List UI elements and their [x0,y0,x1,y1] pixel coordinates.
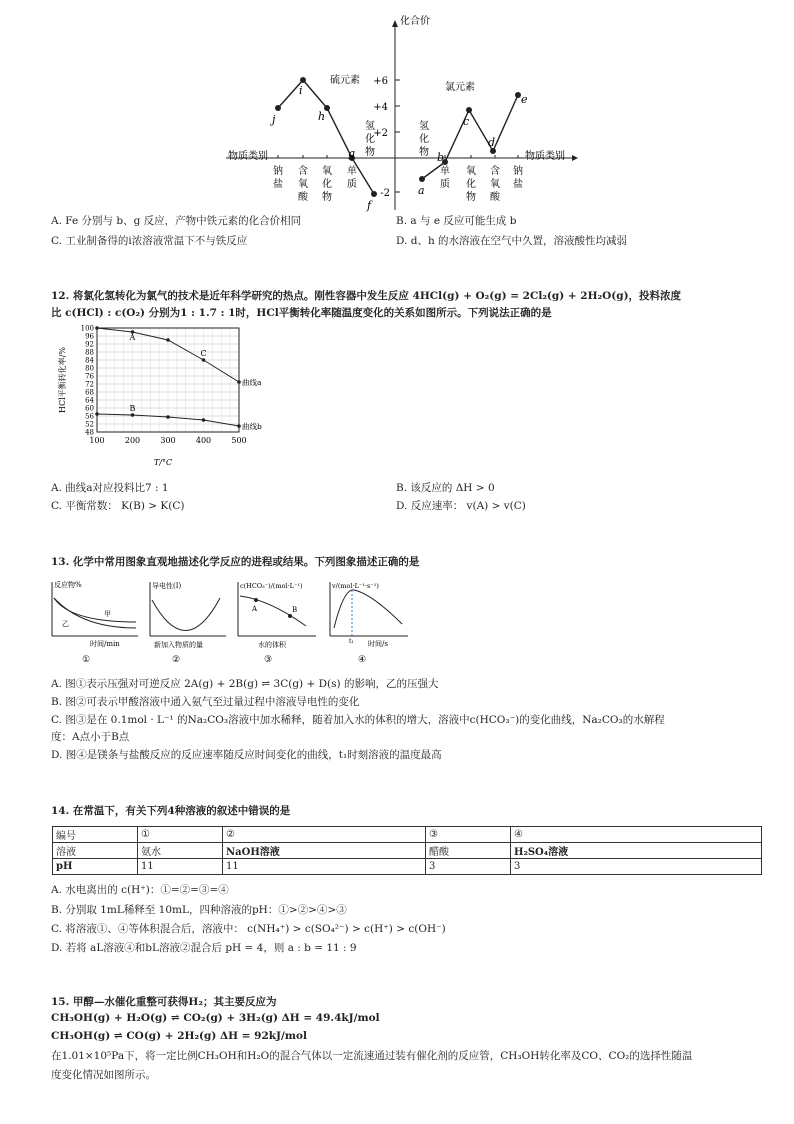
table-row [53,843,762,859]
q13-graph-4 [322,578,412,668]
q12-xtick-label: 200 [124,436,141,445]
q12-y-label: HCl平衡转化率/% [58,347,67,413]
q12-ytick-label: 96 [85,332,94,341]
q13-g2-ylabel: 导电性(I) [152,582,182,590]
q12-data-point [237,424,241,428]
table-cell: 11 [223,859,426,875]
table-cell: ④ [511,827,762,843]
table-cell: ③ [426,827,511,843]
table-cell: 溶液 [53,843,138,859]
q12-data-point [202,358,206,362]
q13-g2-curve [152,598,220,631]
q12-series-label: 曲线a [242,378,262,387]
q12-xtick-label: 300 [160,436,176,445]
q12-xtick-label: 400 [195,436,212,445]
q15-equation-2: CH₃OH(g) ⇌ CO(g) + 2H₂(g) ΔH = 92kJ/mol [51,1030,307,1042]
q13-option-c-line1: C. 图③是在 0.1mol · L⁻¹ 的Na₂CO₃溶液中加水稀释，随着加入水的体积的增大，溶液中c(HCO₃⁻)的变化曲线，Na₂CO₃的水解程 [51,714,665,726]
q12-xtick-label: 500 [231,436,247,445]
svg-text:钠: 钠 [513,166,523,177]
q12-option-c: C. 平衡常数： K(B) > K(C) [51,500,185,512]
q12-series-label: 曲线b [242,422,262,431]
q12-data-point [95,326,99,330]
q12-stem-line2: 比 c(HCl) : c(O₂) 分别为1 : 1.7 : 1时，HCl平衡转化率随温度变化的关系如图所示。下列说法正确的是 [51,307,552,319]
q13-g2-xlabel: 新加入物质的量 [154,641,203,649]
q11-option-d: D. d、h 的水溶液在空气中久置，溶液酸性均减弱 [396,235,628,247]
q13-g1-xlabel: 时间/min [90,640,120,648]
svg-text:化: 化 [322,179,332,190]
q15-text-line2: 度变化情况如图所示。 [51,1069,156,1081]
q15-stem: 15. 甲醇—水催化重整可获得H₂；其主要反应为 [51,996,277,1008]
q11-valence-chart [200,5,600,215]
q14-stem: 14. 在常温下，有关下列4种溶液的叙述中错误的是 [51,805,291,817]
q14-option-d: D. 若将 aL溶液④和bL溶液②混合后 pH = 4，则 a : b = 11 : 9 [51,942,357,954]
q13-g3-label-a: A [252,605,258,613]
svg-text:物: 物 [419,147,429,158]
q11-option-b: B. a 与 e 反应可能生成 b [396,215,517,227]
q12-ytick-label: 64 [85,396,94,405]
q12-ytick-label: 100 [80,324,94,333]
q12-option-b: B. 该反应的 ΔH > 0 [396,482,495,494]
q12-conversion-chart [55,320,265,470]
q12-data-point [166,338,170,342]
q12-ytick-label: 88 [85,348,94,357]
q11-ytick-m2: -2 [380,188,390,199]
svg-text:物: 物 [365,147,375,158]
q12-ytick-label: 84 [85,356,94,365]
svg-text:物: 物 [322,192,332,203]
q11-point-j [275,105,281,111]
q11-label-i: i [299,84,303,97]
svg-text:物: 物 [466,192,476,203]
table-cell: 3 [426,859,511,875]
q12-data-point [202,418,206,422]
q13-g4-num: ④ [358,655,367,665]
q13-g1-jia: 甲 [104,610,111,618]
q12-annotation: C [200,349,207,358]
table-cell: pH [53,859,138,875]
q11-ytick-6: +6 [373,76,388,87]
svg-text:氢: 氢 [419,121,429,132]
q13-option-d: D. 图④是镁条与盐酸反应的反应速率随反应时间变化的曲线，t₁时刻溶液的温度最高 [51,749,442,761]
q13-graph-2 [142,578,232,668]
q12-stem-line1: 12. 将氯化氢转化为氯气的技术是近年科学研究的热点。刚性容器中发生反应 4HCl(g) + O₂(g) = 2Cl₂(g) + 2H₂O(g)，投料浓度 [51,290,682,302]
table-cell: 氨水 [138,843,223,859]
svg-text:含: 含 [298,166,308,177]
q12-option-d: D. 反应速率： v(A) > v(C) [396,500,526,512]
q12-ytick-label: 60 [85,404,94,413]
svg-text:单: 单 [440,166,450,177]
q11-label-h: h [318,110,326,123]
q11-x-label-left: 物质类别 [228,151,268,162]
table-cell: ① [138,827,223,843]
q13-g1-num: ① [82,655,91,665]
svg-text:氧: 氧 [466,166,476,177]
q13-g3-num: ③ [264,655,273,665]
q13-g4-xlabel: 时间/s [368,640,388,648]
q11-sulfur-label: 硫元素 [330,75,360,86]
svg-text:氢: 氢 [365,121,375,132]
q15-equation-1: CH₃OH(g) + H₂O(g) ⇌ CO₂(g) + 3H₂(g) ΔH = 49.4kJ/mol [51,1012,380,1024]
q13-option-a: A. 图①表示压强对可逆反应 2A(g) + 2B(g) ⇌ 3C(g) + D(s) 的影响，乙的压强大 [51,678,439,690]
q11-y-arrow [392,20,398,27]
svg-text:氧: 氧 [322,166,332,177]
q13-g4-t1: t₁ [349,638,354,645]
table-cell: H₂SO₄溶液 [511,843,762,859]
q11-option-c: C. 工业制备得的i浓溶液常温下不与铁反应 [51,235,248,247]
q12-ytick-label: 52 [85,420,94,429]
q11-right-categories [419,119,523,203]
q11-label-c: c [463,115,470,128]
svg-text:盐: 盐 [273,179,283,190]
q11-label-d: d [488,136,496,149]
q13-graph-3 [230,578,320,668]
q13-g3-label-b: B [292,606,298,614]
table-cell: 醋酸 [426,843,511,859]
q13-g2-num: ② [172,655,181,665]
q12-x-label: T/°C [153,458,173,467]
q13-g4-curve [334,590,402,628]
q11-option-a: A. Fe 分别与 b、g 反应，产物中铁元素的化合价相同 [51,215,302,227]
q13-g3-point-a [254,598,258,602]
q14-option-c: C. 将溶液①、④等体积混合后，溶液中： c(NH₄⁺) > c(SO₄²⁻) > c(H⁺) > c(OH⁻) [51,923,446,935]
q11-label-a: a [418,184,425,197]
q15-text-line1: 在1.01×10⁵Pa下，将一定比例CH₃OH和H₂O的混合气体以一定流速通过装有催化剂的反应管，CH₃OH转化率及CO、CO₂的选择性随温 [51,1050,693,1062]
q11-y-label: 化合价 [400,16,430,27]
q11-ytick-4: +4 [373,102,388,113]
table-cell: 编号 [53,827,138,843]
svg-text:钠: 钠 [273,166,283,177]
q13-graph-1 [42,578,142,668]
q12-ytick-label: 92 [85,340,94,349]
q11-ytick-2: +2 [373,128,388,139]
q11-point-a [419,176,425,182]
table-cell: 3 [511,859,762,875]
svg-text:含: 含 [490,166,500,177]
q11-left-categories [273,119,375,203]
q12-data-point [237,380,241,384]
q12-ytick-label: 56 [85,412,94,421]
q11-chlorine-label: 氯元素 [445,82,475,93]
q12-ytick-label: 68 [85,388,94,397]
svg-text:酸: 酸 [490,192,500,203]
svg-text:质: 质 [440,179,450,190]
q13-g4-ylabel: v/(mol·L⁻¹·s⁻¹) [332,582,379,590]
q11-x-arrow [572,155,578,161]
q13-g1-yi: 乙 [62,620,69,628]
table-row [53,859,762,875]
q11-label-j: j [272,113,276,126]
table-cell: 11 [138,859,223,875]
q12-xtick-label: 100 [89,436,105,445]
q13-g3-point-b [288,614,292,618]
table-cell: ② [223,827,426,843]
q13-g3-xlabel: 水的体积 [258,641,286,649]
q12-ytick-label: 48 [85,428,94,437]
q12-annotation: B [129,404,136,413]
q11-label-e: e [521,93,528,106]
q11-label-g: g [348,147,356,160]
svg-text:氧: 氧 [490,179,500,190]
q13-option-c-line2: 度：A点小于B点 [51,731,130,743]
q12-ytick-label: 80 [85,364,94,373]
svg-text:氧: 氧 [298,179,308,190]
q11-x-label-right: 物质类别 [525,151,565,162]
q12-data-point [95,412,99,416]
q11-point-f [371,191,377,197]
svg-text:化: 化 [419,134,429,145]
svg-text:化: 化 [466,179,476,190]
q13-g1-curve-yi [54,598,136,622]
svg-text:化: 化 [365,134,375,145]
q13-g3-ylabel: c(HCO₃⁻)/(mol·L⁻¹) [240,582,303,590]
q14-option-b: B. 分别取 1mL稀释至 10mL，四种溶液的pH：①>②>④>③ [51,904,347,916]
q11-point-i [300,77,306,83]
q11-point-c [466,107,472,113]
svg-text:质: 质 [347,179,357,190]
table-row [53,827,762,843]
q12-data-point [166,415,170,419]
q13-stem: 13. 化学中常用图象直观地描述化学反应的进程或结果。下列图象描述正确的是 [51,556,420,568]
q13-option-b: B. 图②可表示甲酸溶液中通入氨气至过量过程中溶液导电性的变化 [51,696,360,708]
svg-text:单: 单 [347,166,357,177]
q12-data-point [131,413,135,417]
q13-g1-ylabel: 反应物% [54,581,82,589]
svg-text:酸: 酸 [298,192,308,203]
q14-table [52,826,762,875]
q11-label-f: f [367,199,372,212]
table-cell: NaOH溶液 [223,843,426,859]
q12-option-a: A. 曲线a对应投料比7 : 1 [51,482,169,494]
q12-annotation: A [129,333,136,342]
q12-ytick-label: 72 [85,380,94,389]
q11-label-b: b [437,151,445,164]
q12-ytick-label: 76 [85,372,94,381]
svg-text:盐: 盐 [513,179,523,190]
q14-option-a: A. 水电离出的 c(H⁺)：①=②=③=④ [51,884,229,896]
